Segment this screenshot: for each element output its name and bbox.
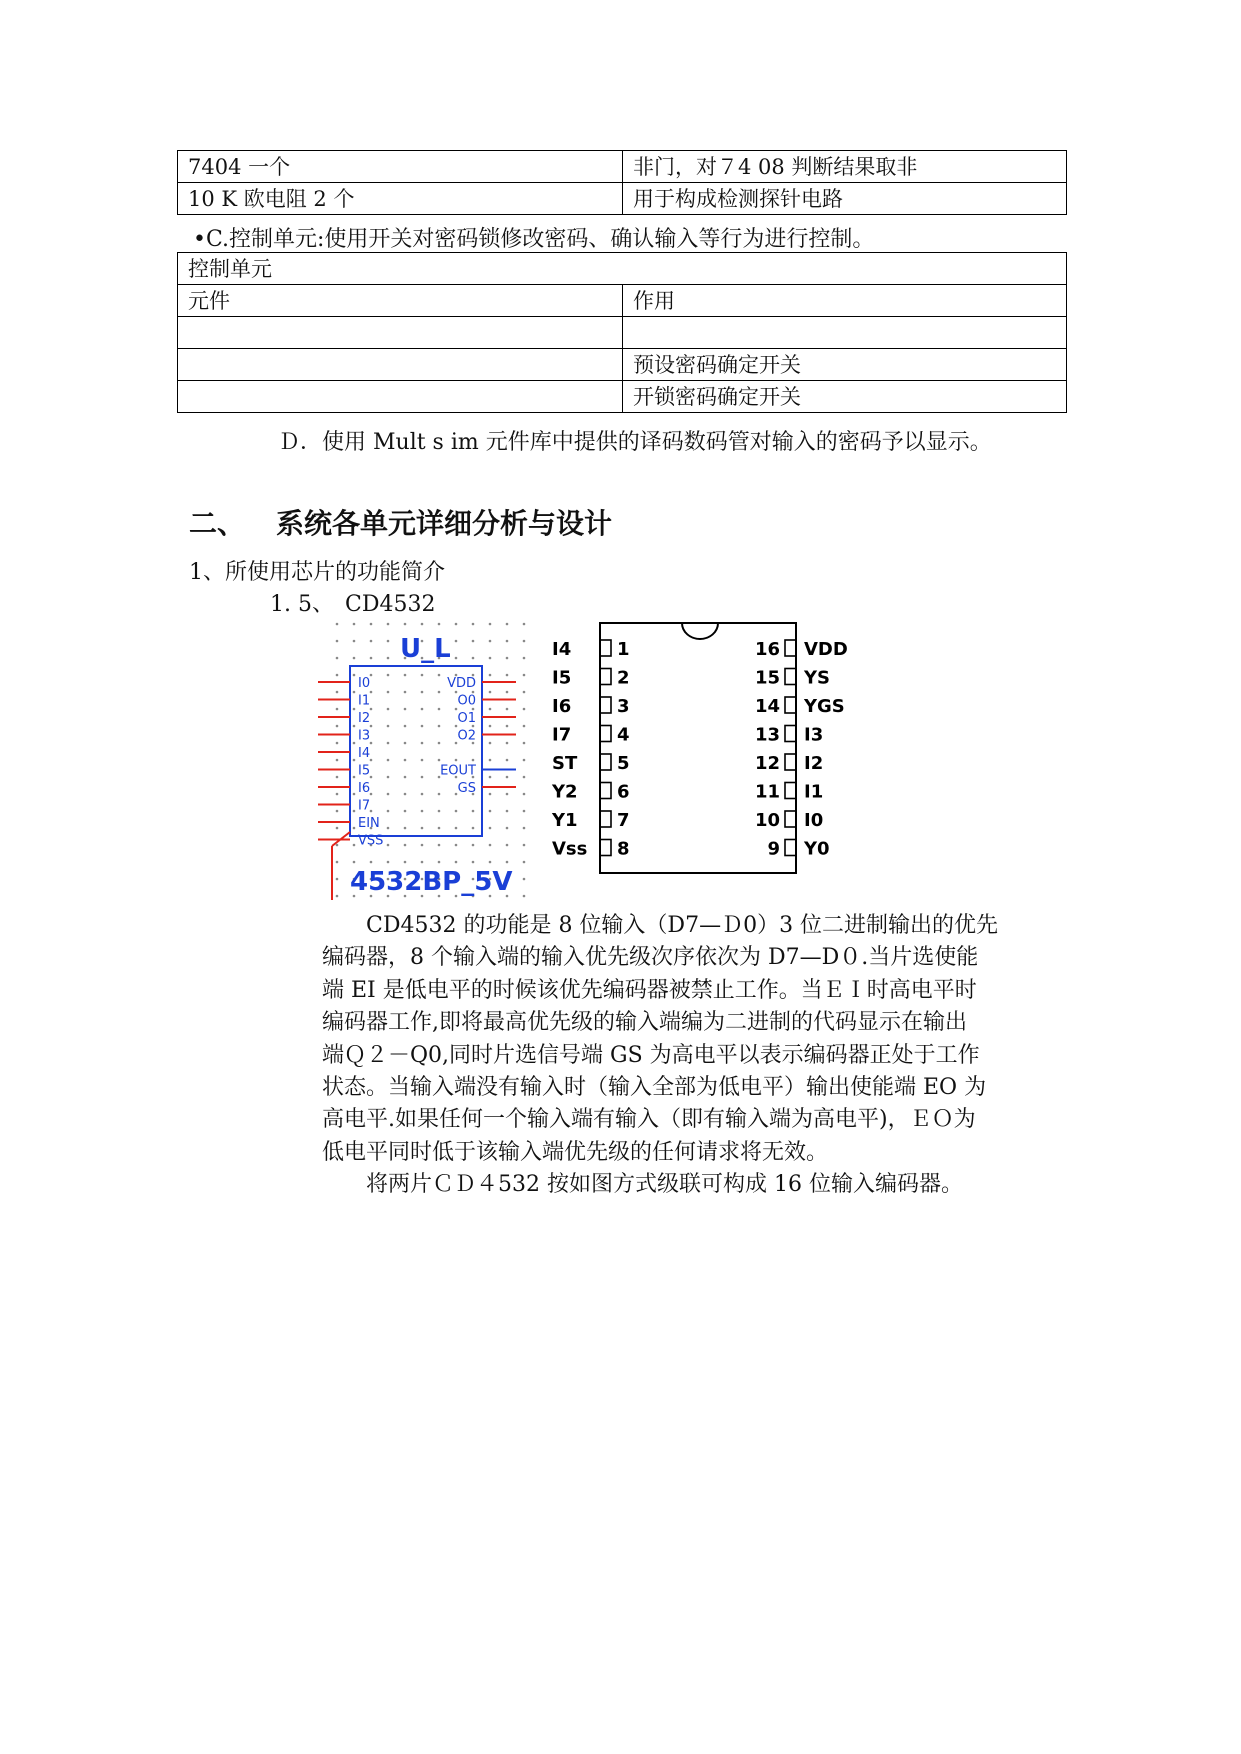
schematic-pin-label: O2 [457, 728, 476, 744]
dip-pin-box [600, 697, 611, 713]
dip-pin-box [600, 726, 611, 742]
dip-pin-name: ST [552, 753, 578, 774]
table-row [178, 349, 1067, 381]
table-cell: 7404 一个 [178, 151, 623, 183]
dip-pin-box [785, 811, 796, 827]
dip-pin-number: 13 [754, 724, 780, 746]
cd4532-description [322, 910, 1062, 1202]
schematic-pin-label: O0 [457, 693, 476, 709]
column-header-component: 元件 [178, 285, 623, 317]
dip-pin-name: I4 [552, 639, 572, 660]
paragraph-line: 编码器，8 个输入端的输入优先级次序依次为 D7—D０.当片选使能 [322, 945, 979, 971]
paragraph-line: 低电平同时低于该输入端优先级的任何请求将无效。 [322, 1139, 829, 1165]
dip-pin-number: 11 [754, 781, 780, 803]
table-cell: 非门，对７4 08 判断结果取非 [623, 151, 1067, 183]
table-cell: 预设密码确定开关 [623, 349, 1067, 381]
section-heading-title: 系统各单元详细分析与设计 [276, 507, 613, 540]
schematic-pin-label: I4 [358, 746, 371, 761]
table-row [178, 183, 1067, 215]
dip-pin-number: 5 [617, 753, 630, 774]
schematic-pin-label: I1 [358, 693, 371, 709]
dip-pin-name: VDD [804, 639, 848, 660]
control-unit-table [177, 252, 1067, 413]
schematic-pin-label: I7 [358, 798, 371, 814]
dip-pin-name: I0 [804, 810, 824, 831]
schematic-pin-label: EIN [358, 816, 380, 831]
dip-pin-name: I1 [804, 781, 824, 803]
table-cell [623, 317, 1067, 349]
dip-pin-number: 3 [617, 696, 630, 717]
paragraph-line: 高电平.如果任何一个输入端有输入（即有输入端为高电平)，ＥＯ为 [322, 1107, 976, 1133]
table-row [178, 253, 1067, 285]
dip-pin-number: 2 [617, 667, 630, 689]
dip-pin-name: YGS [804, 696, 845, 717]
dip-pin-name: I2 [804, 753, 824, 774]
paragraph-line: 编码器工作,即将最高优先级的输入端编为二进制的代码显示在输出 [322, 1010, 967, 1036]
table-row [178, 317, 1067, 349]
dip-pin-number: 14 [754, 696, 780, 717]
cd4532-pinout-diagram [540, 620, 850, 878]
dip-pin-box [785, 669, 796, 685]
schematic-pin-label: GS [457, 781, 476, 796]
table-cell: 用于构成检测探针电路 [623, 183, 1067, 215]
column-header-function: 作用 [623, 285, 1067, 317]
dip-pin-number: 10 [754, 810, 780, 831]
dip-pin-name: I5 [552, 667, 572, 689]
dip-pin-box [600, 783, 611, 799]
table-title-cell: 控制单元 [178, 253, 1067, 285]
dip-pin-number: 1 [617, 639, 630, 660]
dip-pin-name: Vss [552, 838, 588, 860]
schematic-title: U_L [400, 634, 451, 664]
dip-pin-number: 8 [617, 838, 630, 860]
subheading-chip-intro: 1、所使用芯片的功能简介 [189, 560, 445, 585]
dip-pin-name: I6 [552, 696, 572, 717]
component-table-1 [177, 150, 1067, 215]
dip-pin-name: I3 [804, 724, 824, 746]
dip-pin-box [785, 840, 796, 856]
dip-pin-name: Y2 [552, 781, 578, 803]
dip-pin-box [600, 840, 611, 856]
schematic-pin-label: VSS [358, 833, 384, 849]
schematic-pin-label: I2 [358, 711, 371, 726]
schematic-part-label: 4532BP_5V [350, 867, 513, 897]
schematic-pin-label: I5 [358, 763, 371, 779]
subheading-cd4532: 1. 5、 CD4532 [270, 592, 436, 617]
table-cell: 10 K 欧电阻 2 个 [178, 183, 623, 215]
dip-pin-number: 7 [617, 810, 630, 831]
cd4532-schematic-symbol [318, 622, 528, 904]
table-cell [178, 349, 623, 381]
section-d-text: Ｄ．使用 Mult s im 元件库中提供的译码数码管对输入的密码予以显示。 [278, 430, 992, 455]
dip-pin-box [785, 783, 796, 799]
section-heading-number: 二、 [189, 507, 246, 540]
table-header-row [178, 285, 1067, 317]
dip-pin-name: Y0 [804, 838, 830, 860]
dip-pin-box [785, 640, 796, 656]
dip-pin-number: 9 [767, 838, 780, 860]
dip-pin-box [600, 811, 611, 827]
dip-pin-number: 6 [617, 781, 630, 803]
section-c-text: •C.控制单元:使用开关对密码锁修改密码、确认输入等行为进行控制。 [193, 227, 875, 252]
dip-pin-box [785, 697, 796, 713]
schematic-pin-label: EOUT [440, 763, 476, 779]
paragraph-line: 端Ｑ２－Q0,同时片选信号端 GS 为高电平以表示编码器正处于工作 [322, 1042, 980, 1068]
dip-pin-box [600, 754, 611, 770]
schematic-pin-label: I0 [358, 676, 371, 691]
table-row [178, 151, 1067, 183]
dip-pin-box [785, 726, 796, 742]
dip-pin-name: YS [804, 667, 830, 689]
table-row [178, 381, 1067, 413]
dip-pin-number: 15 [754, 667, 780, 689]
table-cell: 开锁密码确定开关 [623, 381, 1067, 413]
table-cell [178, 381, 623, 413]
paragraph-line: CD4532 的功能是 8 位输入（D7—Ｄ0）3 位二进制输出的优先 [366, 913, 999, 938]
dip-pin-box [600, 640, 611, 656]
schematic-pin-label: VDD [447, 676, 476, 691]
paragraph-line: 端 EI 是低电平的时候该优先编码器被禁止工作。当ＥＩ时高电平时 [322, 977, 977, 1003]
dip-pin-name: I7 [552, 724, 572, 746]
schematic-pin-label: O1 [457, 711, 476, 726]
paragraph-line-cascade: 将两片ＣＤ４532 按如图方式级联可构成 16 位输入编码器。 [366, 1172, 963, 1198]
schematic-pin-label: I6 [358, 781, 371, 796]
schematic-pin-label: I3 [358, 728, 371, 744]
dip-pin-name: Y1 [552, 810, 578, 831]
dip-pin-box [785, 754, 796, 770]
table-cell [178, 317, 623, 349]
dip-pin-box [600, 669, 611, 685]
dip-pin-number: 12 [754, 753, 780, 774]
dip-pin-number: 4 [617, 724, 630, 746]
dip-pin-number: 16 [754, 639, 780, 660]
paragraph-line: 状态。当输入端没有输入时（输入全部为低电平）输出使能端 EO 为 [322, 1075, 987, 1101]
